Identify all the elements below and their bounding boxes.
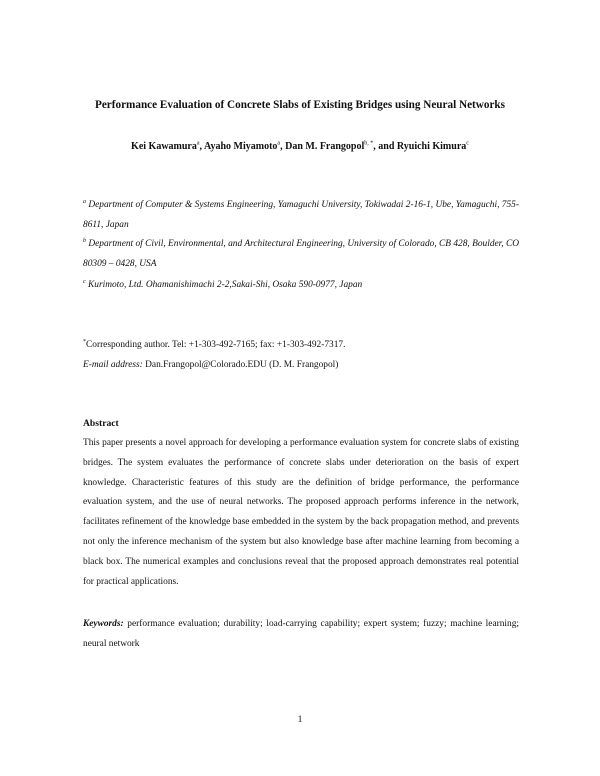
author-separator: , and xyxy=(373,141,397,152)
author-affil-mark: a xyxy=(277,140,281,147)
affiliation-mark: a xyxy=(83,198,86,205)
affiliation-b xyxy=(83,235,519,274)
author-name: Ryuichi Kimura xyxy=(396,141,467,152)
abstract-text: This paper presents a novel approach for developing a performance evaluation system for concrete slabs of existing bridges. The system evaluates the performance of concrete slabs under deterioration on the basis of expert knowledge. Characteristic features of this study are the definition of bridge performance, the performance evaluation system, and the use of neural networks. The proposed approach performs inference in the network, facilitates refinement of the knowledge base embedded in the system by the back propagation method, and prevents not only the inference mechanism of the system but also knowledge base after machine learning from becoming a black box. The numerical examples and conclusions reveal that the proposed approach demonstrates real potential for practical applications. xyxy=(83,438,519,587)
author-list xyxy=(60,141,540,152)
author-separator: , xyxy=(199,141,204,152)
corresponding-author xyxy=(83,336,519,375)
author-name: Dan M. Frangopol xyxy=(285,141,365,152)
keywords-label: Keywords: xyxy=(83,619,124,629)
affiliation-mark: c xyxy=(83,278,86,285)
email-address[interactable]: Dan.Frangopol@Colorado.EDU (D. M. Frangopol) xyxy=(145,359,339,370)
email-label: E-mail address: xyxy=(83,359,143,370)
author-separator: , xyxy=(280,141,286,152)
author-affil-mark: c xyxy=(466,140,469,147)
abstract-heading: Abstract xyxy=(83,418,119,429)
keywords-text: performance evaluation; durability; load-carrying capability; expert system; fuzzy; machine learning; neural network xyxy=(83,619,519,649)
affiliation-text: Department of Computer & Systems Engineering, Yamaguchi University, Tokiwadai 2-16-1, Ube, Yamaguchi, 755-8611, Japan xyxy=(83,200,519,230)
author-affil-mark: a xyxy=(196,140,200,147)
affiliation-a xyxy=(83,196,519,235)
email-line xyxy=(83,356,519,376)
author-affil-mark: b, * xyxy=(364,140,374,147)
paper-title: Performance Evaluation of Concrete Slabs of Existing Bridges using Neural Networks xyxy=(95,99,505,111)
author-name: Kei Kawamura xyxy=(131,141,197,152)
affiliation-mark: b xyxy=(83,237,86,244)
page-number: 1 xyxy=(297,714,303,725)
affiliation-text: Kurimoto, Ltd. Ohamanishimachi 2-2,Sakai-Shi, Osaka 590-0977, Japan xyxy=(88,280,363,290)
corresponding-mark: * xyxy=(83,338,86,345)
corresponding-line xyxy=(83,336,519,356)
affiliation-c xyxy=(83,276,519,296)
keywords xyxy=(83,615,519,654)
author-name: Ayaho Miyamoto xyxy=(204,141,278,152)
affiliation-text: Department of Civil, Environmental, and Architectural Engineering, University of Colorado, CB 428, Boulder, CO 80309 – 0428, USA xyxy=(83,239,519,269)
corresponding-contact: Corresponding author. Tel: +1-303-492-7165; fax: +1-303-492-7317. xyxy=(86,340,346,350)
